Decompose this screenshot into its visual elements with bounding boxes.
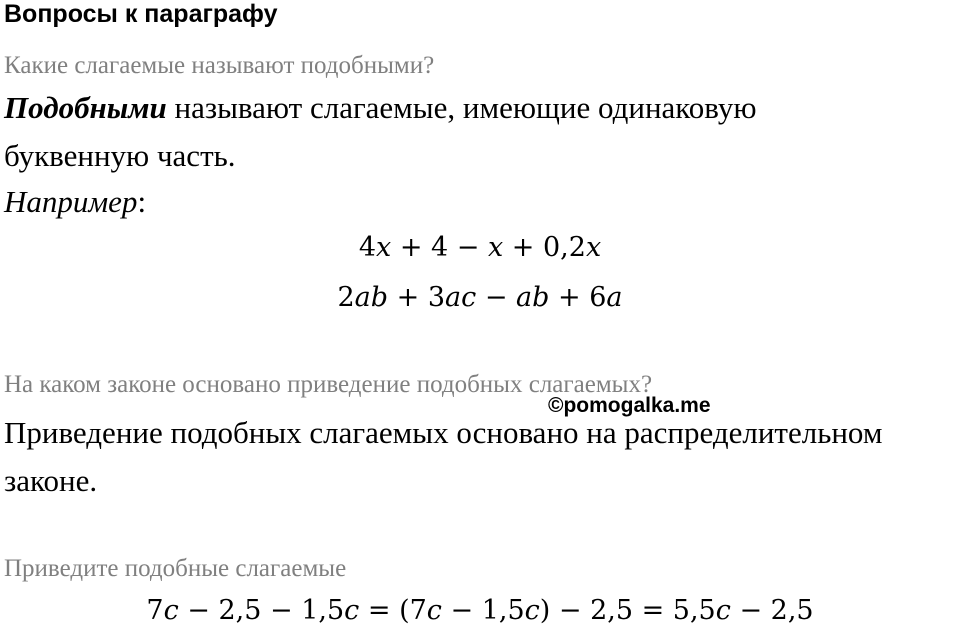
example-colon: : [137,184,147,219]
answer-1-text: называют слагаемые, имеющие одинаковую [166,90,757,125]
watermark: ©pomogalka.me [548,394,711,417]
question-2: На каком законе основано приведение подобных слагаемых? [4,371,653,398]
section-title: Вопросы к параграфу [4,0,278,28]
example-label-line [4,184,146,220]
answer-1-line-2: буквенную часть. [4,138,236,173]
answer-2-line-2: законе. [4,463,98,498]
answer-1-line-1 [4,90,757,126]
question-3: Приведите подобные слагаемые [4,555,347,582]
formula-2: 2𝑎𝑏 + 3𝑎𝑐 − 𝑎𝑏 + 6𝑎 [337,282,623,313]
example-label: Например [4,184,138,219]
question-1: Какие слагаемые называют подобными? [4,52,435,79]
answer-1-term: Подобными [4,90,167,125]
formula-3: 7𝑐 − 2,5 − 1,5𝑐 = (7𝑐 − 1,5𝑐) − 2,5 = 5,5𝑐 − 2,5 [146,595,814,626]
answer-2-line-1: Приведение подобных слагаемых основано на распределительном [4,415,883,450]
formula-1: 4𝑥 + 4 − 𝑥 + 0,2𝑥 [358,232,602,263]
